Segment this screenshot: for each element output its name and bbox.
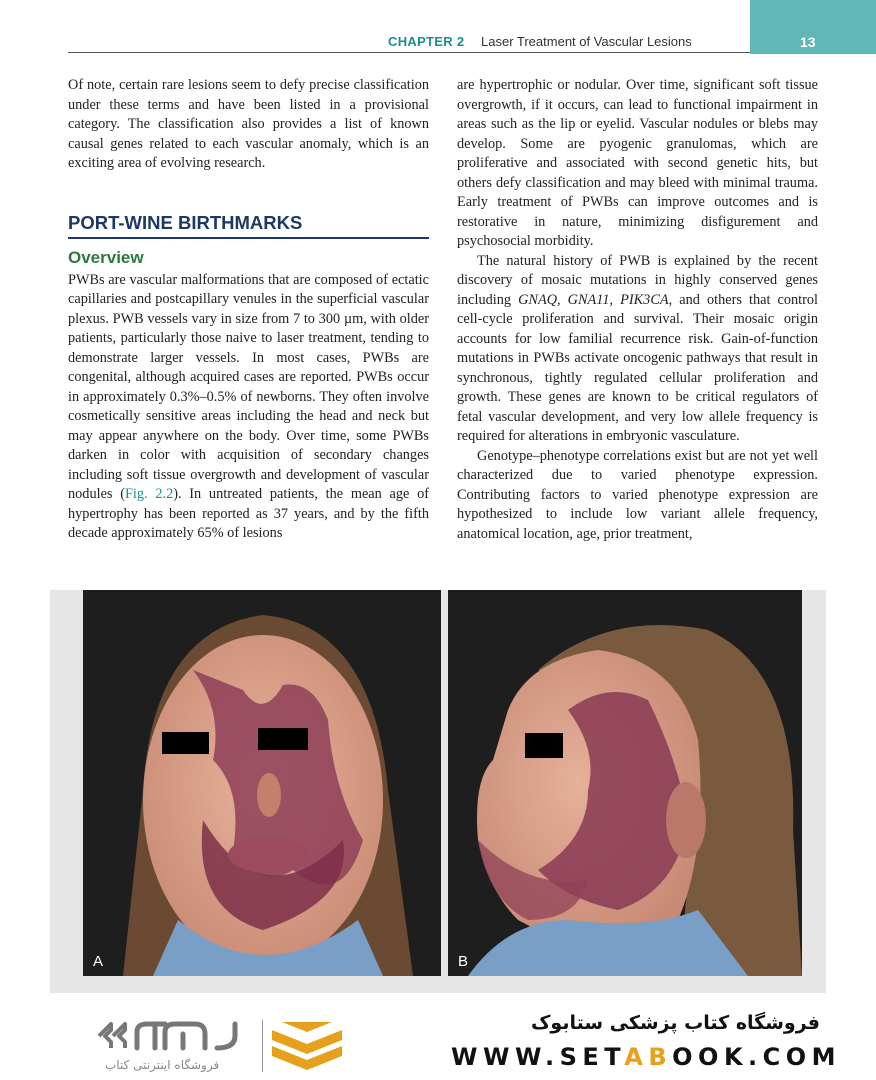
section-heading: PORT-WINE BIRTHMARKS — [68, 211, 429, 239]
overview-text-b: ). In untreated patients, the mean age of hypertrophy has been reported as 37 years, and by the fifth decade approximately 65% of lesions — [68, 486, 429, 541]
history-text-a: The natural history of PWB is explained by the recent discovery of mosaic mutations in highly conserved genes including — [457, 252, 818, 308]
figure-panel-b — [448, 590, 802, 976]
header-rule — [68, 52, 750, 53]
chapter-title: Laser Treatment of Vascular Lesions — [481, 34, 692, 49]
continued-paragraph: are hypertrophic or nodular. Over time, significant soft tissue overgrowth, if it occurs, can lead to functional impairment in areas such as the lip or eyelid. Vascular nodules or blebs may develop. Some are pyogenic granulomas, which are proliferative and associated with second genetic hits, but others defy classification and may bleed with minimal trauma. Early treatment of PWBs can improve outcomes and is restorative in nature, minimizing disfigurement and psychosocial morbidity. — [457, 77, 818, 249]
url-part-1: WWW.SET — [451, 1043, 625, 1071]
setabook-logo-icon — [95, 1018, 245, 1054]
history-text-b: , and others that control cell-cycle proliferation and survival. Their mosaic origin accounts for low familial recurrence risk. Gain-of-function mutations in PWBs activate oncogenic pathways that result in synchronous, tightly regulated cellular proliferation and growth. These genes are known to be critical regulators of fetal vascular development, and very low allele frequency is required for alterations in embryonic vasculature. — [457, 291, 818, 444]
panel-b-label: B — [458, 953, 469, 970]
figure-link[interactable]: Fig. 2.2 — [124, 486, 174, 502]
censor-bar-left-eye — [162, 732, 209, 754]
overview-text-a: PWBs are vascular malformations that are composed of ectatic capillaries and postcapillary venules in the superficial vascular plexus. PWB vessels vary in size from 7 to 300 µm, with older patients, particularly those naive to laser treatment, tending to demonstrate larger vessels. In most cases, PWBs are congenital, although acquired cases are reported. PWBs occur in approximately 0.3%–0.5% of newborns. They often involve cosmetically sensitive areas including the head and neck but may appear anywhere on the body. Over time, some PWBs darken in color with acquisition of secondary changes including soft tissue overgrowth and development of vascular nodules ( — [68, 271, 429, 502]
face-profile-illustration — [448, 590, 802, 976]
left-column — [68, 76, 429, 544]
chevron-logo-icon — [268, 1020, 346, 1076]
footer-divider — [262, 1020, 263, 1072]
censor-bar-eye — [525, 733, 563, 758]
genotype-paragraph: Genotype–phenotype correlations exist but are not yet well characterized due to varied phenotype expression. Contributing factors to varied phenotype expression are hypothesized to include low variant allele frequency, anatomical location, age, prior treatment, — [457, 447, 818, 542]
subheading-overview: Overview — [68, 247, 144, 267]
chapter-label: CHAPTER 2 — [388, 34, 465, 49]
page-number: 13 — [800, 34, 816, 50]
natural-history-paragraph — [457, 252, 818, 447]
store-url[interactable] — [451, 1043, 841, 1071]
url-accent-1: A — [624, 1043, 649, 1071]
overview-paragraph — [68, 271, 429, 544]
right-column — [457, 76, 818, 544]
face-frontal-illustration — [83, 590, 441, 976]
brand-subtitle: فروشگاه اینترنتی کتاب — [105, 1058, 220, 1072]
figure-panel-a — [83, 590, 441, 976]
url-accent-2: OOK.COM — [672, 1043, 842, 1071]
panel-a-label: A — [93, 953, 104, 970]
page-header — [0, 0, 876, 54]
intro-paragraph: Of note, certain rare lesions seem to defy precise classification under these terms and have been listed in a provisional category. The classification also provides a list of known causal genes related to each vascular anomaly, which is an exciting area of evolving research. — [68, 77, 429, 171]
url-part-2: B — [648, 1043, 673, 1071]
censor-bar-right-eye — [258, 728, 308, 750]
gene-names: GNAQ, GNA11, PIK3CA — [518, 291, 669, 308]
store-name: فروشگاه کتاب پزشکی ستابوک — [530, 1012, 820, 1034]
